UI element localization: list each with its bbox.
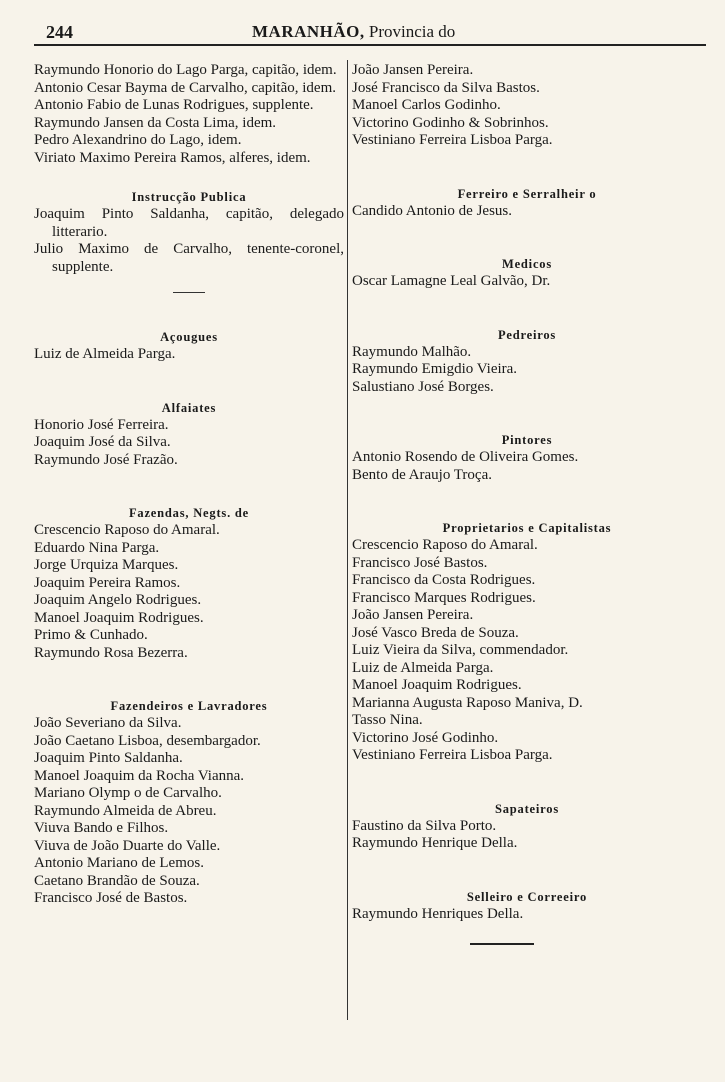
list-item: Francisco da Costa Rodrigues. [352,572,536,588]
list-item: Raymundo Almeida de Abreu. [34,802,217,819]
list-item: Joaquim Pinto Saldanha, capitão, delegado litterario. [34,206,344,240]
section-heading-fazendeiros: Fazendeiros e Lavradores [110,699,268,713]
list-item: Raymundo Honorio do Lago Parga, capitão, idem. [34,62,337,78]
section-heading-alfaiates: Alfaiates [161,400,217,415]
section-heading-medicos: Medicos [501,257,553,271]
list-item: Luiz Vieira da Silva, commendador. [352,642,569,658]
list-item: Antonio Rosendo de Oliveira Gomes. [352,449,579,465]
list-item: Julio Maximo de Carvalho, tenente-coronel, supplente. [34,241,344,275]
list-item: Antonio Mariano de Lemos. [34,855,204,871]
list-item: Candido Antonio de Jesus. [352,202,512,219]
list-item: Vestiniano Ferreira Lisboa Parga. [352,132,553,148]
list-item: Caetano Brandão de Souza. [34,872,200,889]
list-item: Victorino José Godinho. [352,729,499,746]
right-column [352,62,702,945]
list-item: Raymundo Henriques Della. [352,905,524,922]
list-item: Antonio Fabio de Lunas Rodrigues, supplente. [34,97,314,113]
list-item: João Jansen Pereira. [352,607,474,623]
list-item: Crescencio Raposo do Amaral. [352,537,538,553]
section-heading-sapateiros: Sapateiros [494,801,560,816]
list-item: Raymundo Jansen da Costa Lima, idem. [34,114,277,131]
list-item: Raymundo Rosa Bezerra. [34,644,188,661]
section-heading-fazendas: Fazendas, Negts. de [128,506,250,520]
list-item: Joaquim Angelo Rodrigues. [34,592,202,608]
list-item: Raymundo Emigdio Vieira. [352,361,518,377]
list-item: Tasso Nina. [352,712,423,728]
list-item: Manoel Joaquim Rodrigues. [352,677,522,693]
list-item: Joaquim Pereira Ramos. [34,574,181,591]
list-item: Vestiniano Ferreira Lisboa Parga. [352,747,553,763]
list-item: Raymundo Malhão. [352,343,472,360]
list-item: Raymundo Henrique Della. [352,835,518,851]
list-item: Luiz de Almeida Parga. [34,346,176,362]
section-heading-instrucao: Instrucção Publica [131,190,247,204]
section-heading-ferreiro: Ferreiro e Serralheir o [457,186,597,201]
left-column [34,62,344,908]
list-item: Francisco José de Bastos. [34,890,188,906]
list-item: Viuva de João Duarte do Valle. [34,837,221,854]
list-item: Manoel Carlos Godinho. [352,97,501,113]
list-item: Bento de Araujo Troça. [352,466,492,483]
list-item: Manoel Joaquim da Rocha Vianna. [34,767,245,784]
list-item: José Vasco Breda de Souza. [352,624,519,641]
list-item: Salustiano José Borges. [352,378,494,395]
list-item: Oscar Lamagne Leal Galvão, Dr. [352,273,551,289]
page-number: 244 [46,22,73,42]
list-item: João Caetano Lisboa, desembargador. [34,732,261,749]
section-heading-pedreiros: Pedreiros [497,327,557,342]
list-item: Joaquim José da Silva. [34,434,171,450]
list-item: Faustino da Silva Porto. [352,817,497,834]
list-item: Luiz de Almeida Parga. [352,659,494,676]
end-rule [470,943,534,945]
list-item: Francisco Marques Rodrigues. [352,589,536,606]
section-heading-selleiro: Selleiro e Correeiro [466,889,588,904]
list-item: Crescencio Raposo do Amaral. [34,522,220,538]
list-item: Manoel Joaquim Rodrigues. [34,609,204,626]
list-item: Raymundo José Frazão. [34,451,178,468]
list-item: Jorge Urquiza Marques. [34,557,179,573]
list-item: João Severiano da Silva. [34,715,182,731]
list-item: João Jansen Pereira. [352,62,474,78]
list-item: Marianna Augusta Raposo Maniva, D. [352,694,583,711]
header-rule [34,44,706,46]
list-item: Honorio José Ferreira. [34,416,169,433]
section-heading-pintores: Pintores [501,433,553,447]
list-item: Antonio Cesar Bayma de Carvalho, capitão, idem. [34,79,336,96]
list-item: Viuva Bando e Filhos. [34,820,169,836]
section-heading-proprietarios: Proprietarios e Capitalistas [442,521,612,535]
running-title-main: MARANHÃO, [252,22,365,41]
list-item: Victorino Godinho & Sobrinhos. [352,114,549,131]
list-item: Francisco José Bastos. [352,554,488,571]
column-divider [347,60,348,1020]
list-item: Viriato Maximo Pereira Ramos, alferes, idem. [34,149,311,166]
section-heading-acougues: Açougues [160,330,218,344]
running-title-rest: Provincia do [368,22,456,41]
list-item: Eduardo Nina Parga. [34,539,160,556]
list-item: Pedro Alexandrino do Lago, idem. [34,132,242,148]
running-title [252,22,455,42]
list-item: Primo & Cunhado. [34,627,148,643]
list-item: Joaquim Pinto Saldanha. [34,750,183,766]
list-item: José Francisco da Silva Bastos. [352,79,540,96]
page-header [40,22,700,44]
list-item: Mariano Olymp o de Carvalho. [34,785,222,801]
